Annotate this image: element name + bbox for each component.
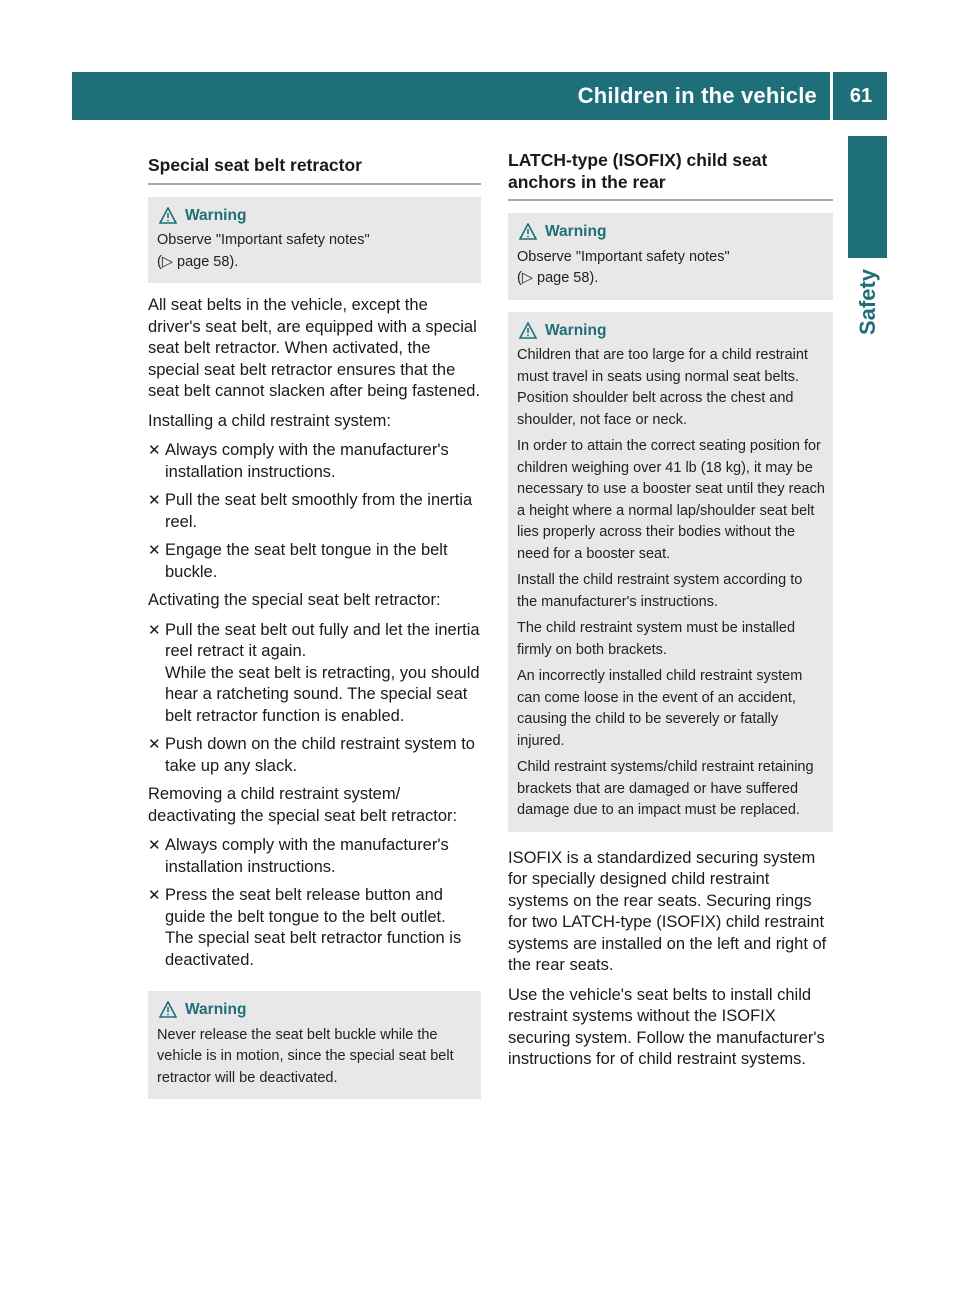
paragraph: Use the vehicle's seat belts to install child restraint systems without the ISOFIX securing system. Follow the manufacturer's instructions for of child restraint systems. <box>508 985 825 1068</box>
warning-box <box>148 197 481 284</box>
step-text: Always comply with the manufacturer's installation instructions. <box>165 836 449 876</box>
step-item <box>148 490 481 533</box>
step-arrow-icon: ✕ <box>148 442 161 459</box>
left-column <box>148 150 481 1111</box>
step-item <box>148 885 481 971</box>
warning-title-text: Warning <box>185 206 247 224</box>
warning-triangle-icon <box>159 1001 177 1018</box>
step-item <box>148 734 481 777</box>
header-bar <box>72 72 887 120</box>
warning-title <box>517 320 825 342</box>
section-heading-latch: LATCH-type (ISOFIX) child seat anchors in the rear <box>508 150 833 201</box>
warning-line: Observe "Important safety notes" <box>157 232 370 248</box>
warning-text: Never release the seat belt buckle while the vehicle is in motion, since the special seat belt retractor will be deactivated. <box>157 1026 454 1086</box>
step-arrow-icon: ✕ <box>148 492 161 509</box>
warning-paragraph: Children that are too large for a child restraint must travel in seats using normal seat belts. Position shoulder belt across the chest and shoulder, not face or neck. <box>517 347 808 428</box>
step-arrow-icon: ✕ <box>148 837 161 854</box>
procedure-intro: Installing a child restraint system: <box>148 411 392 430</box>
step-item <box>148 440 481 483</box>
right-column <box>508 150 833 1079</box>
side-tab-label <box>848 262 887 342</box>
step-result: The special seat belt retractor function is deactivated. <box>165 929 462 969</box>
step-arrow-icon: ✕ <box>148 887 161 904</box>
warning-title <box>157 205 473 227</box>
step-text: Engage the seat belt tongue in the belt buckle. <box>165 541 448 581</box>
step-text: Always comply with the manufacturer's installation instructions. <box>165 441 449 481</box>
step-result: While the seat belt is retracting, you should hear a ratcheting sound. The special seat belt retractor function is enabled. <box>165 663 480 725</box>
header-separator <box>830 72 833 120</box>
procedure-intro: Activating the special seat belt retractor: <box>148 591 441 609</box>
warning-title-text: Warning <box>545 321 607 339</box>
warning-paragraph: The child restraint system must be installed firmly on both brackets. <box>517 620 796 658</box>
step-item <box>148 835 481 878</box>
step-item <box>148 540 481 583</box>
step-instruction: Press the seat belt release button and guide the belt tongue to the belt outlet. <box>165 886 446 926</box>
step-arrow-icon: ✕ <box>148 542 161 559</box>
warning-paragraph: An incorrectly installed child restraint system can come loose in the event of an accident, causing the child to be severely or fatally injured. <box>517 668 803 749</box>
warning-triangle-icon <box>519 322 537 339</box>
warning-paragraph: In order to attain the correct seating position for children weighing over 41 lb (18 kg), it may be necessary to use a booster seat until they reach a height where a normal lap/shoulder seat belt lies properly across their bodies without the need for a booster seat. <box>517 438 825 562</box>
step-instruction: Pull the seat belt out fully and let the inertia reel retract it again. <box>165 620 480 660</box>
warning-title-text: Warning <box>545 223 607 240</box>
page-reference: (▷ page 58). <box>157 253 239 270</box>
step-arrow-icon: ✕ <box>148 736 161 753</box>
warning-paragraph: Child restraint systems/child restraint retaining brackets that are damaged or have suffered damage due to an impact must be replaced. <box>517 759 814 818</box>
side-tab-marker <box>848 136 887 258</box>
chapter-title: Children in the vehicle <box>577 83 817 108</box>
procedure-intro: Removing a child restraint system/ deactivating the special seat belt retractor: <box>148 785 458 825</box>
warning-line: Observe "Important safety notes" <box>517 248 730 265</box>
step-arrow-icon: ✕ <box>148 621 161 639</box>
page-reference: (▷ page 58). <box>517 270 599 286</box>
section-heading-retractor: Special seat belt retractor <box>148 155 481 185</box>
warning-title-text: Warning <box>185 1001 247 1018</box>
warning-box <box>508 213 833 300</box>
step-text <box>165 620 481 728</box>
page-number: 61 <box>849 85 873 107</box>
warning-title <box>157 999 473 1021</box>
section-label: Safety <box>854 268 880 336</box>
step-text: Pull the seat belt smoothly from the inertia reel. <box>165 491 473 531</box>
warning-box <box>148 991 481 1099</box>
warning-box <box>508 312 833 832</box>
warning-triangle-icon <box>159 207 177 224</box>
warning-title <box>517 221 825 243</box>
warning-paragraph: Install the child restraint system according to the manufacturer's instructions. <box>517 572 803 610</box>
paragraph: ISOFIX is a standardized securing system for specially designed child restraint systems on the rear seats. Securing rings for two LATCH-type (ISOFIX) child restraint systems are installed on the left and right of the rear seats. <box>508 848 827 974</box>
step-text <box>165 885 481 971</box>
step-text: Push down on the child restraint system to take up any slack. <box>165 735 475 775</box>
warning-triangle-icon <box>519 223 537 240</box>
step-item <box>148 620 481 728</box>
paragraph: All seat belts in the vehicle, except the driver's seat belt, are equipped with a special seat belt retractor. When activated, the special seat belt retractor ensures that the seat belt cannot slacken after being fastened. <box>148 296 481 400</box>
